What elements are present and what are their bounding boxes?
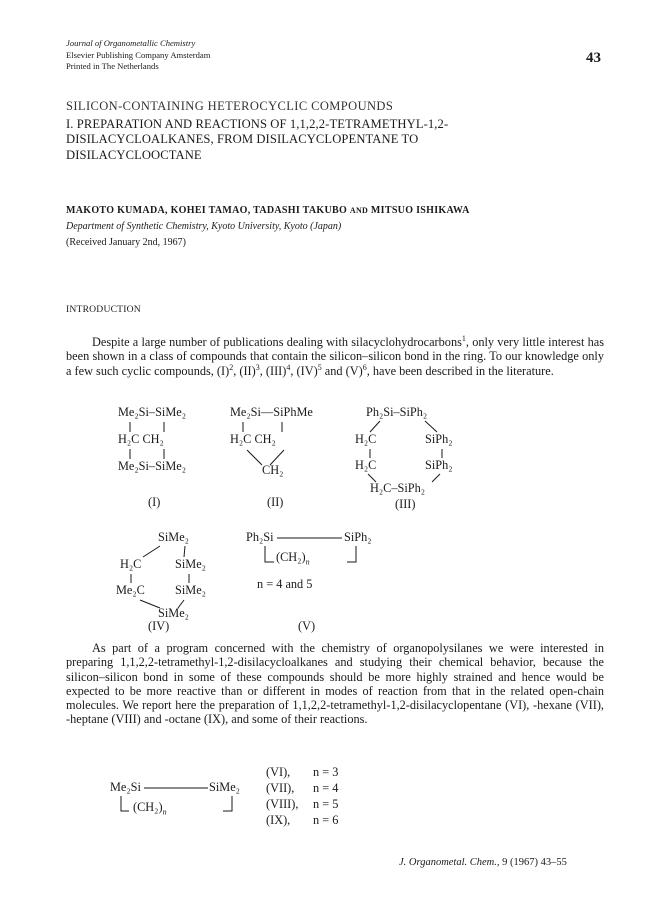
structure-II-bottom: CH₂: [262, 463, 284, 477]
bond: [223, 796, 232, 811]
bond: [143, 546, 160, 557]
bond: [265, 546, 274, 562]
para1-text-c: , (II): [233, 363, 256, 378]
structure-IV-label: (IV): [148, 619, 170, 633]
bond: [184, 546, 185, 557]
publisher: Elsevier Publishing Company Amsterdam: [66, 49, 211, 60]
scheme-row-VII-label: (VII),: [266, 781, 295, 795]
structure-V-subscript-n: n: [305, 557, 310, 567]
intro-paragraph-2: [66, 641, 604, 727]
structure-I-top: Me₂Si–SiMe₂: [118, 405, 187, 419]
citation-5: 5: [317, 362, 322, 372]
citation-1: 1: [461, 333, 466, 343]
structure-II-top: Me₂Si—SiPhMe: [230, 405, 313, 419]
structure-IV-right-1: SiMe₂: [175, 557, 206, 571]
printed-in: Printed in The Netherlands: [66, 61, 159, 71]
structure-III-bottom: H₂C–SiPh₂: [370, 481, 426, 495]
scheme-row-VI-label: (VI),: [266, 765, 291, 779]
structure-IV-left-1: H₂C: [120, 557, 142, 571]
section-heading: INTRODUCTION: [66, 304, 141, 315]
bond: [140, 600, 160, 608]
scheme-subscript-n: n: [162, 807, 167, 817]
bond: [370, 421, 380, 432]
structure-III-right-2: SiPh₂: [425, 458, 453, 472]
structure-III-right-1: SiPh₂: [425, 432, 453, 446]
para1-text-e: , (IV): [290, 363, 318, 378]
structure-I-bottom: Me₂Si–SiMe₂: [118, 459, 187, 473]
affiliation: Department of Synthetic Chemistry, Kyoto University, Kyoto (Japan): [66, 221, 342, 232]
bond: [368, 474, 376, 482]
scheme-row-VI-n: n = 3: [313, 765, 339, 779]
title-line-3: DISILACYCLOOCTANE: [66, 147, 202, 162]
bond: [432, 474, 440, 482]
author-last: MITSUO ISHIKAWA: [370, 205, 470, 216]
para1-text-b: , only very little interest has been shown in a class of compounds that contain the silicon–silicon bond in the ring. To our knowledge only a few such cyclic compounds, (I): [66, 335, 604, 378]
structure-IV-bottom: SiMe₂: [158, 606, 189, 620]
structure-V-label: (V): [298, 619, 316, 633]
structure-I-mid: H₂C CH₂: [118, 432, 164, 446]
citation-6: 6: [362, 362, 367, 372]
scheme-row-VIII-n: n = 5: [313, 797, 339, 811]
scheme-row-IX-label: (IX),: [266, 813, 291, 827]
scheme-row-IX-n: n = 6: [313, 813, 339, 827]
received-date: (Received January 2nd, 1967): [66, 237, 186, 248]
structure-III-label: (III): [395, 497, 416, 511]
para1-text-g: , have been described in the literature.: [366, 363, 554, 378]
bond: [347, 546, 356, 562]
bond: [178, 600, 184, 608]
structure-III-left-1: H₂C: [355, 432, 377, 446]
structure-V-condition: n = 4 and 5: [257, 577, 313, 591]
scheme-row-VIII-label: (VIII),: [266, 797, 299, 811]
title-line-2: DISILACYCLOALKANES, FROM DISILACYCLOPENTANE TO: [66, 132, 419, 147]
structure-IV-top: SiMe₂: [158, 530, 189, 544]
structure-II-label: (II): [267, 495, 284, 509]
bond: [121, 796, 129, 811]
journal-citation-footer: [399, 857, 567, 868]
structure-V-right: SiPh₂: [344, 530, 372, 544]
scheme-bridge: [133, 800, 167, 815]
bond: [425, 421, 437, 432]
page-number: 43: [586, 50, 601, 66]
scheme-right: SiMe₂: [209, 780, 240, 794]
structure-V-left: Ph₂Si: [246, 530, 274, 544]
para2-text: As part of a program concerned with the chemistry of organopolysilanes we were interested in preparing 1,1,2,2-tetramethyl-1,2-disilacycloalkanes and studying their chemical behavior, because the silicon–silicon bond in some of these compounds should be more highly strained and hence would be expected to be more reactive than or different in modes of reaction from that in the related open-chain molecules. We report here the preparation of 1,1,2,2-tetramethyl-1,2-disilacyclopentane (VI), -hexane (VII), -heptane (VIII) and -octane (IX), and some of their reactions.: [66, 641, 604, 727]
structure-IV-left-2: Me₂C: [116, 583, 145, 597]
footer-ref: 9 (1967) 43–55: [499, 857, 567, 868]
para1-text-a: Despite a large number of publications dealing with silacyclohydrocarbons: [92, 335, 462, 349]
series-title: SILICON-CONTAINING HETEROCYCLIC COMPOUNDS: [66, 99, 394, 113]
structure-III-top: Ph₂Si–SiPh₂: [366, 405, 428, 419]
structure-V-bridge-text: (CH₂): [276, 550, 306, 564]
citation-4: 4: [286, 362, 291, 372]
structure-III-left-2: H₂C: [355, 458, 377, 472]
author-conjunction: AND: [349, 206, 369, 215]
bond: [270, 450, 284, 465]
structure-II-mid: H₂C CH₂: [230, 432, 276, 446]
footer-journal: J. Organometal. Chem.,: [399, 857, 500, 868]
scheme-left: Me₂Si: [110, 780, 141, 794]
journal-name: Journal of Organometallic Chemistry: [66, 38, 196, 48]
scheme-row-VII-n: n = 4: [313, 781, 339, 795]
structure-I-label: (I): [148, 495, 161, 509]
scheme-bridge-text: (CH₂): [133, 800, 163, 814]
para1-text-d: , (III): [259, 363, 287, 378]
citation-3: 3: [255, 362, 260, 372]
citation-2: 2: [229, 362, 234, 372]
author-names: MAKOTO KUMADA, KOHEI TAMAO, TADASHI TAKUBO: [66, 205, 348, 216]
para1-text-f: and (V): [321, 363, 363, 378]
title-line-1: I. PREPARATION AND REACTIONS OF 1,1,2,2-TETRAMETHYL-1,2-: [66, 117, 449, 131]
structure-IV-right-2: SiMe₂: [175, 583, 206, 597]
bond: [247, 450, 262, 465]
